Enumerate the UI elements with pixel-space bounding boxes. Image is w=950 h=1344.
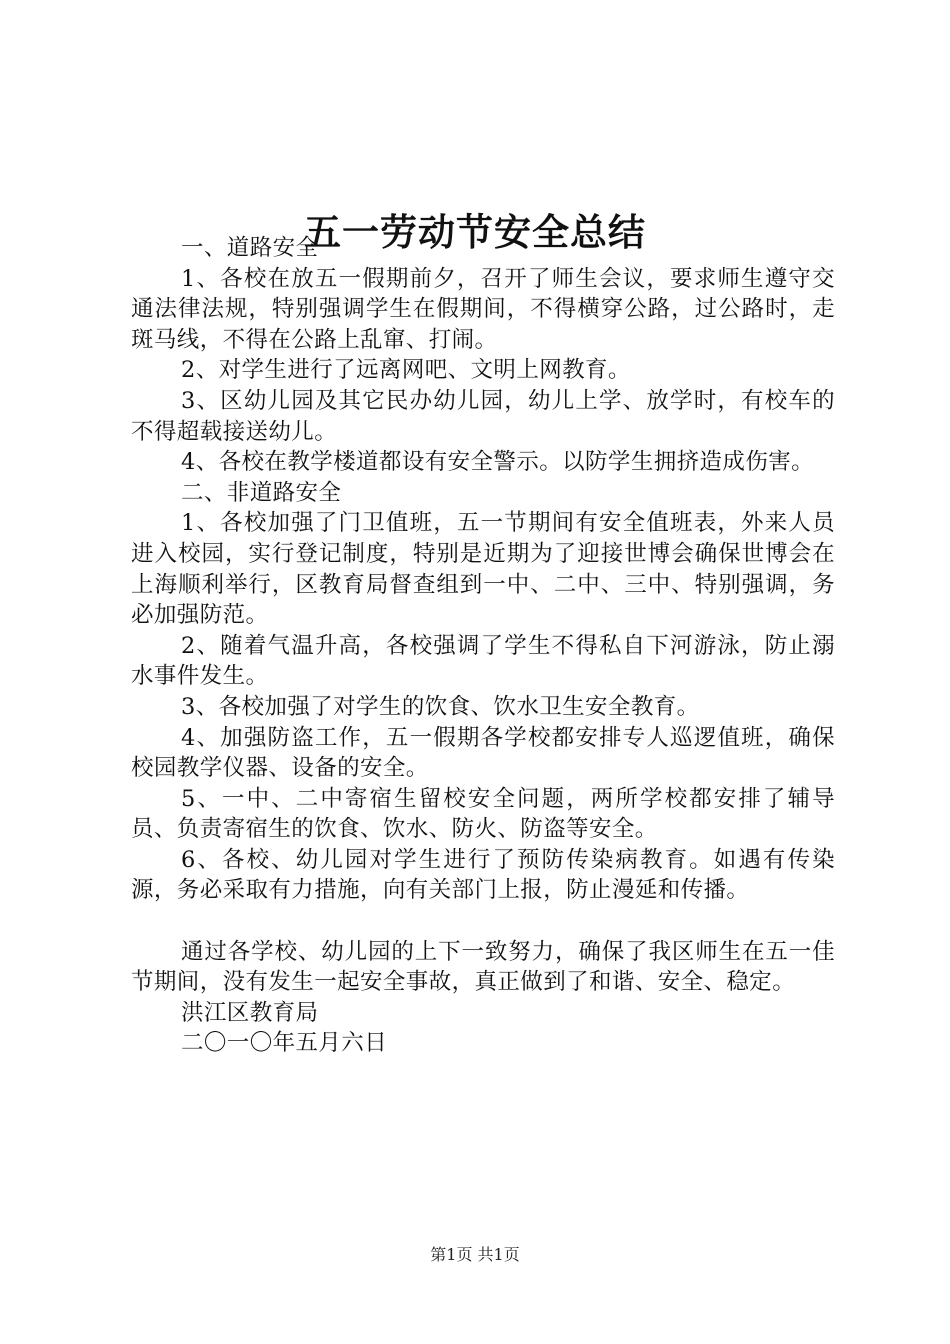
paragraph-road-3: 3、区幼儿园及其它民办幼儿园，幼儿上学、放学时，有校车的不得超载接送幼儿。 [131,387,835,445]
conclusion-paragraph: 通过各学校、幼儿园的上下一致努力，确保了我区师生在五一佳节期间，没有发生一起安全事故，真正做到了和谐、安全、稳定。 [131,938,835,996]
paragraph-nonroad-6: 6、各校、幼儿园对学生进行了预防传染病教育。如遇有传染源，务必采取有力措施，向有关部门上报，防止漫延和传播。 [131,846,835,904]
paragraph-nonroad-5: 5、一中、二中寄宿生留校安全问题，两所学校都安排了辅导员、负责寄宿生的饮食、饮水、防火、防盗等安全。 [131,785,835,843]
paragraph-road-2: 2、对学生进行了远离网吧、文明上网教育。 [181,357,631,384]
document-body [131,233,835,1059]
blank-line [131,906,835,937]
signature-date: 二〇一〇年五月六日 [181,1030,388,1057]
document-title: 五一劳动节安全总结 [304,210,646,254]
section-heading-road-safety: 一、道路安全 [181,235,319,261]
paragraph-nonroad-3: 3、各校加强了对学生的饮食、饮水卫生安全教育。 [181,693,700,720]
paragraph-nonroad-2: 2、随着气温升高，各校强调了学生不得私自下河游泳，防止溺水事件发生。 [131,632,835,690]
paragraph-road-1: 1、各校在放五一假期前夕，召开了师生会议，要求师生遵守交通法律法规，特别强调学生在假期间，不得横穿公路，过公路时，走斑马线，不得在公路上乱窜、打闹。 [131,265,835,353]
signature-organization: 洪江区教育局 [181,999,319,1026]
page-footer: 第1页 共1页 [430,1245,520,1264]
paragraph-nonroad-1: 1、各校加强了门卫值班，五一节期间有安全值班表，外来人员进入校园，实行登记制度，特别是近期为了迎接世博会确保世博会在上海顺利举行，区教育局督查组到一中、二中、三中、特别强调，务必加强防范。 [131,510,835,629]
paragraph-road-4: 4、各校在教学楼道都设有安全警示。以防学生拥挤造成伤害。 [181,449,815,476]
section-heading-non-road-safety: 二、非道路安全 [181,479,342,506]
paragraph-nonroad-4: 4、加强防盗工作，五一假期各学校都安排专人巡逻值班，确保校园教学仪器、设备的安全。 [131,724,835,782]
